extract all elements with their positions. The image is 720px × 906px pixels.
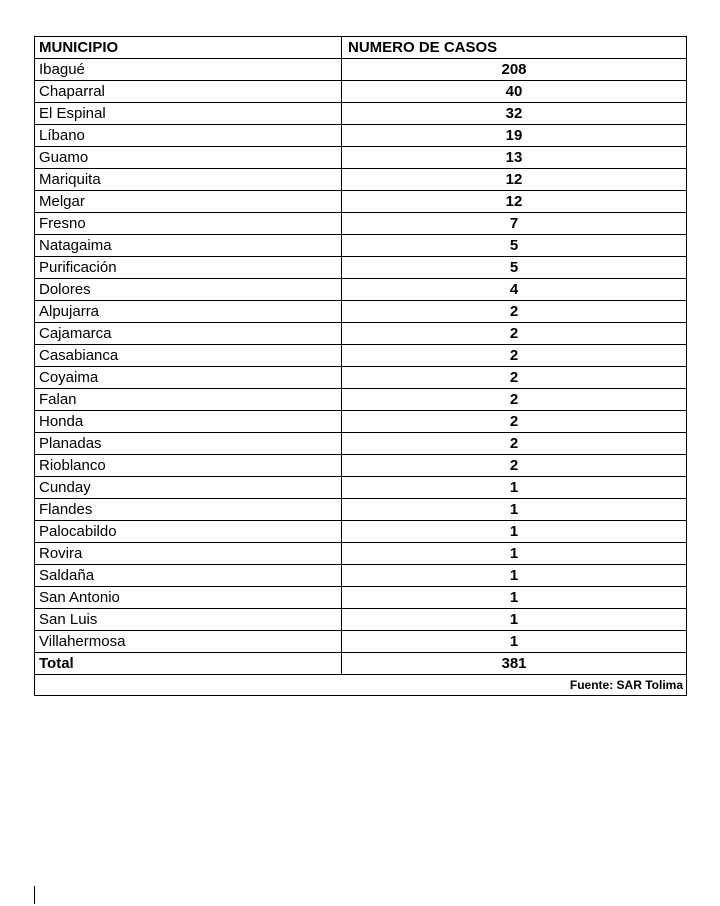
casos-cell: 1	[342, 587, 687, 609]
table-row	[35, 631, 687, 653]
municipio-cell: Coyaima	[35, 367, 342, 389]
casos-cell: 1	[342, 609, 687, 631]
source-note: Fuente: SAR Tolima	[35, 675, 687, 696]
municipio-cell: Purificación	[35, 257, 342, 279]
municipio-cell: Honda	[35, 411, 342, 433]
table-body	[35, 59, 687, 653]
municipio-cell: Casabianca	[35, 345, 342, 367]
casos-cell: 5	[342, 257, 687, 279]
municipio-cell: Líbano	[35, 125, 342, 147]
municipio-cell: Villahermosa	[35, 631, 342, 653]
casos-cell: 2	[342, 433, 687, 455]
table-row	[35, 301, 687, 323]
table-row	[35, 565, 687, 587]
municipio-cell: Rovira	[35, 543, 342, 565]
casos-cell: 19	[342, 125, 687, 147]
table-row	[35, 213, 687, 235]
table-row	[35, 499, 687, 521]
municipio-cell: Planadas	[35, 433, 342, 455]
municipio-cell: Natagaima	[35, 235, 342, 257]
casos-cell: 1	[342, 477, 687, 499]
text-cursor	[34, 886, 35, 904]
municipio-cell: Palocabildo	[35, 521, 342, 543]
municipio-cell: San Luis	[35, 609, 342, 631]
municipio-cell: Chaparral	[35, 81, 342, 103]
municipio-cell: Ibagué	[35, 59, 342, 81]
table-row	[35, 455, 687, 477]
table-row	[35, 323, 687, 345]
casos-cell: 1	[342, 521, 687, 543]
municipio-cell: Dolores	[35, 279, 342, 301]
total-label: Total	[35, 653, 342, 675]
casos-cell: 208	[342, 59, 687, 81]
cases-by-municipality-table	[34, 36, 687, 696]
table-row	[35, 367, 687, 389]
table-row	[35, 191, 687, 213]
table-header-row	[35, 37, 687, 59]
casos-cell: 1	[342, 631, 687, 653]
table-row	[35, 169, 687, 191]
casos-cell: 1	[342, 543, 687, 565]
table-row	[35, 345, 687, 367]
municipio-cell: Cajamarca	[35, 323, 342, 345]
casos-cell: 2	[342, 367, 687, 389]
table-row	[35, 411, 687, 433]
table-row	[35, 521, 687, 543]
municipio-cell: Melgar	[35, 191, 342, 213]
table-row	[35, 59, 687, 81]
municipio-cell: Cunday	[35, 477, 342, 499]
municipio-cell: San Antonio	[35, 587, 342, 609]
municipio-cell: Falan	[35, 389, 342, 411]
table-row	[35, 125, 687, 147]
table-row	[35, 279, 687, 301]
casos-cell: 12	[342, 191, 687, 213]
table-row	[35, 103, 687, 125]
table-row	[35, 389, 687, 411]
casos-cell: 5	[342, 235, 687, 257]
casos-cell: 4	[342, 279, 687, 301]
header-numero-de-casos: NUMERO DE CASOS	[342, 37, 687, 59]
municipio-cell: El Espinal	[35, 103, 342, 125]
casos-cell: 2	[342, 389, 687, 411]
casos-cell: 13	[342, 147, 687, 169]
table-row	[35, 477, 687, 499]
table-row	[35, 257, 687, 279]
casos-cell: 40	[342, 81, 687, 103]
casos-cell: 1	[342, 565, 687, 587]
municipio-cell: Flandes	[35, 499, 342, 521]
municipio-cell: Rioblanco	[35, 455, 342, 477]
table-row	[35, 543, 687, 565]
casos-cell: 1	[342, 499, 687, 521]
casos-cell: 2	[342, 345, 687, 367]
municipio-cell: Saldaña	[35, 565, 342, 587]
casos-cell: 12	[342, 169, 687, 191]
table-row	[35, 587, 687, 609]
municipio-cell: Fresno	[35, 213, 342, 235]
casos-cell: 2	[342, 455, 687, 477]
municipio-cell: Mariquita	[35, 169, 342, 191]
casos-cell: 7	[342, 213, 687, 235]
total-value: 381	[342, 653, 687, 675]
casos-cell: 2	[342, 301, 687, 323]
total-row	[35, 653, 687, 675]
casos-cell: 32	[342, 103, 687, 125]
table-row	[35, 609, 687, 631]
casos-cell: 2	[342, 411, 687, 433]
municipio-cell: Alpujarra	[35, 301, 342, 323]
municipio-cell: Guamo	[35, 147, 342, 169]
casos-cell: 2	[342, 323, 687, 345]
table-row	[35, 81, 687, 103]
table-row	[35, 433, 687, 455]
source-row	[35, 675, 687, 696]
header-municipio: MUNICIPIO	[35, 37, 342, 59]
table-row	[35, 147, 687, 169]
table-row	[35, 235, 687, 257]
